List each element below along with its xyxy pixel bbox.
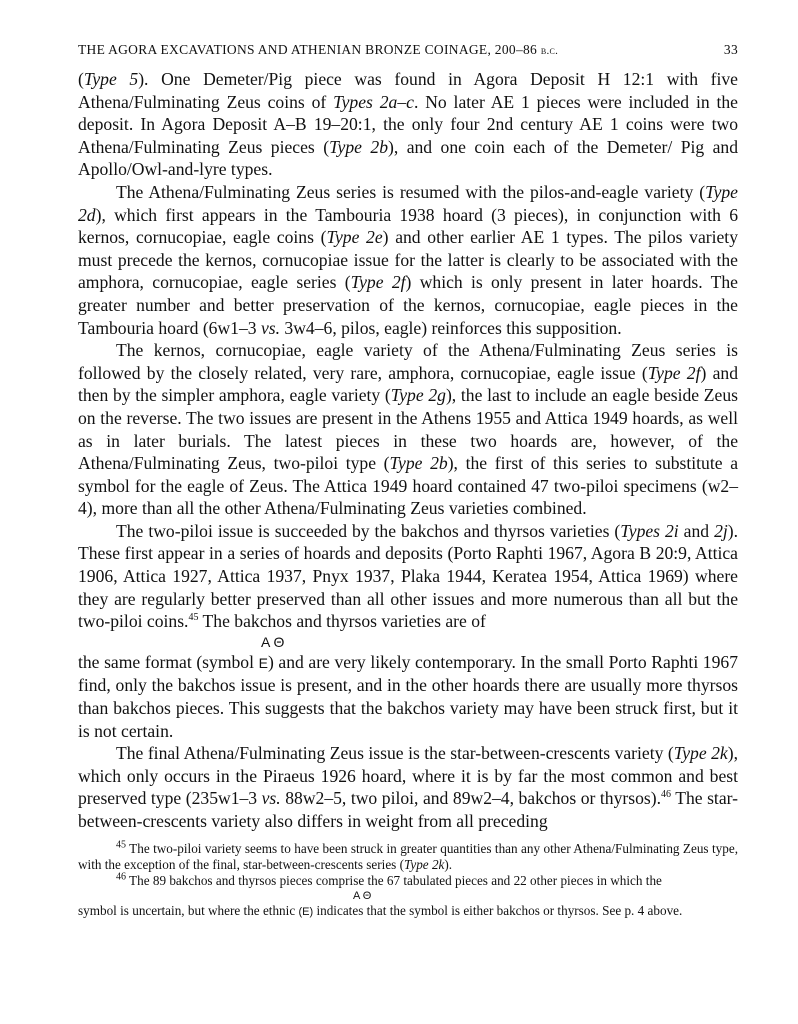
paragraph-4b: the same format (symbol E) and are very likely contemporary. In the small Porto Raphti 1967 find, only the bakchos issue is present, and in the other hoards there are usually more thyrsos than bakchos pieces. This suggests that the bakchos variety may have been struck first, but it is not certain. [78, 651, 738, 741]
page [78, 42, 738, 920]
footnote-46b: symbol is uncertain, but where the ethnic (E) indicates that the symbol is either bakchos or thyrsos. See p. 4 above. [78, 902, 683, 918]
ethnic-symbol-top: A Θ [261, 633, 285, 650]
paragraph-3: The kernos, cornucopiae, eagle variety of the Athena/Fulminating Zeus series is followed by the closely related, very rare, amphora, cornucopiae, eagle issue (Type 2f) and then by the simpler amphora, eagle variety (Type 2g), the last to include an eagle beside Zeus on the reverse. The two issues are present in the Athens 1955 and Attica 1949 hoards, as well as in later burials. The latest pieces in these two hoards are, however, of the Athena/Fulminating Zeus, two-piloi type (Type 2b), the first of this series to substitute a symbol for the eagle of Zeus. The Attica 1949 hoard contained 47 two-piloi specimens (w2–4), more than all the other Athena/Fulminating Zeus varieties combined. [78, 340, 739, 519]
paragraph-4a: The two-piloi issue is succeeded by the bakchos and thyrsos varieties (Types 2i and 2j). These first appear in a series of hoards and deposits (Porto Raphti 1967, Agora B 20:9, Attica 1906, Attica 1927, Attica 1937, Pnyx 1937, Plaka 1944, Keratea 1954, Attica 1969) where they are regularly better preserved than all other issues and more numerous than all but the two-piloi coins.$^{45}$ The bakchos and thyrsos varieties are of [78, 520, 739, 632]
footnote-ref-46[interactable]: 46 [660, 789, 671, 801]
footnote-ethnic-symbol-bottom: (E) [298, 905, 314, 918]
ethnic-symbol-bottom: E [258, 654, 268, 671]
running-head [78, 42, 738, 58]
paragraph-1: (Type 5). One Demeter/Pig piece was found in Agora Deposit H 12:1 with five Athena/Fulminating Zeus coins of Types 2a–c. No later AE 1 pieces were included in the deposit. In Agora Deposit A–B 19–20:1, the only four 2nd century AE 1 coins were two Athena/Fulminating Zeus pieces (Type 2b), and one coin each of the Demeter/ Pig and Apollo/Owl-and-lyre types. [78, 69, 739, 180]
footnote-45: $^{45}$ The two-piloi variety seems to have been struck in greater quantities than any other Athena/Fulminating Zeus type, with the exception of the final, star-between-crescents series (Type 2k). [78, 839, 738, 872]
footnote-46a: $^{46}$ The 89 bakchos and thyrsos pieces comprise the 67 tabulated pieces and 22 other pieces in which the [116, 872, 662, 889]
footnote-ethnic-symbol-top: A Θ [353, 889, 372, 902]
running-title: THE AGORA EXCAVATIONS AND ATHENIAN BRONZE COINAGE, 200–86 b.c. [78, 42, 559, 57]
paragraph-2: The Athena/Fulminating Zeus series is resumed with the pilos-and-eagle variety (Type 2d), which first appears in the Tambouria 1938 hoard (3 pieces), in conjunction with 6 kernos, cornucopiae, eagle coins (Type 2e) and other earlier AE 1 types. The pilos variety must precede the kernos, cornucopiae issue for the latter is clearly to be associated with the amphora, cornucopiae, eagle series (Type 2f) which is only present in later hoards. The greater number and better preservation of the kernos, cornucopiae, eagle pieces in the Tambouria hoard (6w1–3 vs. 3w4–6, pilos, eagle) reinforces this supposition. [78, 181, 738, 338]
footnotes [78, 841, 738, 921]
footnote-ref-45[interactable]: 45 [188, 612, 199, 624]
body-text [78, 68, 738, 833]
paragraph-5: The final Athena/Fulminating Zeus issue is the star-between-crescents variety (Type 2k), which only occurs in the Piraeus 1926 hoard, where it is by far the most common and best preserved type (235w1–3 vs. 88w2–5, two piloi, and 89w2–4, bakchos or thyrsos).$^{46}$ The star-between-crescents variety also differs in weight from all preceding [78, 743, 738, 831]
page-number: 33 [723, 42, 738, 57]
